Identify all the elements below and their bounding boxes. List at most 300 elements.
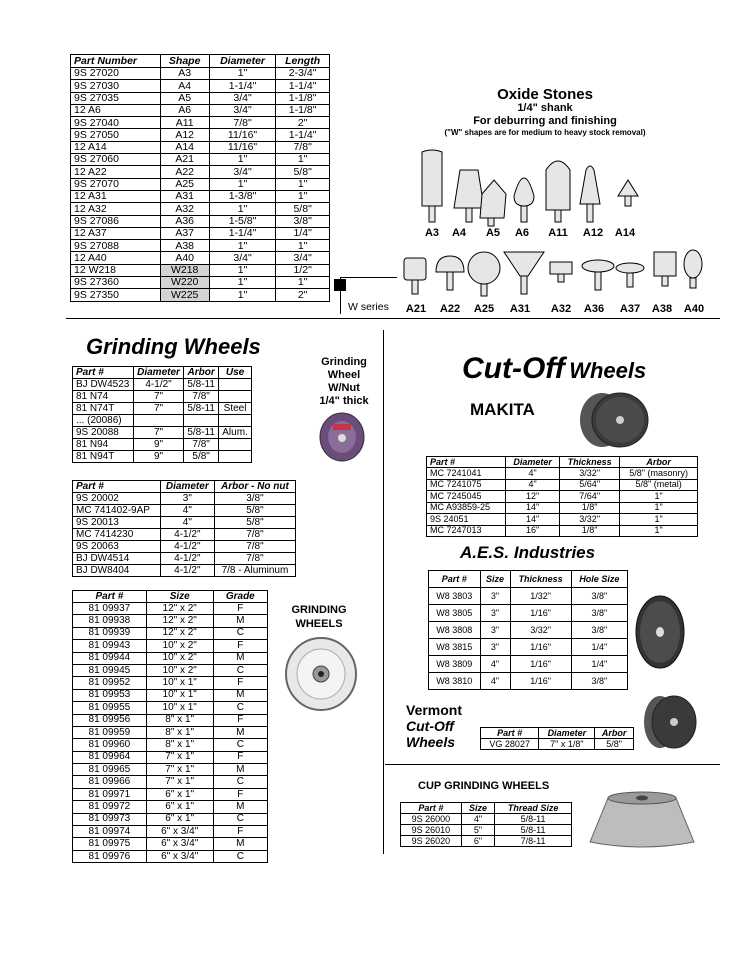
table-row: [73, 640, 268, 652]
table-cell: 9S 20002: [73, 493, 161, 505]
table-cell: 81 N74: [73, 391, 134, 403]
table-cell: 9S 27060: [71, 154, 161, 166]
table-row: [429, 588, 628, 605]
col-header: Part #: [429, 571, 481, 588]
table-cell: 6" x 3/4": [146, 838, 213, 850]
table-cell: 12 W218: [71, 264, 161, 276]
table-cell: F: [213, 640, 267, 652]
table-cell: 6" x 3/4": [146, 826, 213, 838]
table-cell: 81 09965: [73, 764, 147, 776]
table-cell: 1": [209, 277, 275, 289]
table-cell: 12 A32: [71, 203, 161, 215]
table-cell: 81 09960: [73, 739, 147, 751]
stone-a32-icon: [550, 262, 572, 282]
table-cell: 3/8": [276, 215, 330, 227]
shape-label: A22: [439, 303, 461, 315]
makita-cutoff-wheel-image: [578, 392, 650, 450]
table-cell: 12 A22: [71, 166, 161, 178]
table-cell: BJ DW4523: [73, 379, 134, 391]
stone-a37-icon: [616, 263, 644, 287]
table-row: [429, 673, 628, 690]
table-cell: 4-1/2": [160, 529, 214, 541]
makita-label: MAKITA: [470, 400, 535, 419]
table-cell: 81 09938: [73, 615, 147, 627]
shape-label: A3: [424, 227, 440, 239]
stone-a5-icon: [480, 180, 506, 218]
grinding-wheel-nut-label: Grinding Wheel W/Nut 1/4" thick: [319, 356, 369, 407]
table-row: [73, 603, 268, 615]
table-cell: 5/8-11: [495, 814, 572, 825]
col-header: Size: [146, 591, 213, 603]
table-row: [71, 215, 330, 227]
table-cell: [184, 415, 219, 427]
table-row: [73, 627, 268, 639]
shape-label: A31: [509, 303, 531, 315]
table-row: [427, 525, 698, 537]
table-cell: 9": [133, 439, 183, 451]
stone-a3-icon: [422, 150, 442, 222]
table-row: [71, 80, 330, 92]
grinding-wheels-no-nut-table: [72, 480, 296, 577]
table-cell: VG 28027: [481, 739, 539, 750]
table-row: [73, 788, 268, 800]
table-row: [73, 451, 252, 463]
grinding-wheels-size-table: [72, 590, 268, 863]
table-cell: 9S 26010: [401, 825, 462, 836]
table-cell: 7/8 - Aluminum: [214, 565, 295, 577]
table-cell: C: [213, 776, 267, 788]
table-cell: F: [213, 603, 267, 615]
shape-label: A21: [405, 303, 427, 315]
table-cell: 12 A14: [71, 141, 161, 153]
table-cell: 81 09937: [73, 603, 147, 615]
table-cell: W218: [160, 264, 209, 276]
table-cell: 81 09939: [73, 627, 147, 639]
shape-label: A25: [473, 303, 495, 315]
table-cell: 12" x 2": [146, 603, 213, 615]
table-cell: A36: [160, 215, 209, 227]
table-cell: 1/4": [276, 227, 330, 239]
oxide-subtitle-2: For deburring and finishing: [473, 115, 617, 127]
table-cell: 9S 27040: [71, 117, 161, 129]
col-header: Part Number: [71, 55, 161, 68]
stone-a12-icon: [580, 166, 600, 222]
table-cell: W8 3805: [429, 605, 481, 622]
table-cell: 7/64": [560, 491, 620, 503]
col-header: Length: [276, 55, 330, 68]
table-row: [71, 117, 330, 129]
table-cell: 7/8": [214, 541, 295, 553]
table-cell: MC 7414230: [73, 529, 161, 541]
table-cell: 2": [276, 117, 330, 129]
table-row: [429, 639, 628, 656]
table-row: [71, 129, 330, 141]
table-row: [71, 104, 330, 116]
table-row: [73, 689, 268, 701]
table-cell: 7/8": [214, 529, 295, 541]
table-cell: 1/8": [560, 502, 620, 514]
table-cell: A4: [160, 80, 209, 92]
table-cell: 12 A37: [71, 227, 161, 239]
table-cell: 4": [480, 656, 510, 673]
table-row: [427, 468, 698, 480]
table-cell: 1-1/4": [209, 227, 275, 239]
table-cell: 81 09945: [73, 664, 147, 676]
table-row: [73, 751, 268, 763]
table-cell: 3": [480, 622, 510, 639]
table-cell: A11: [160, 117, 209, 129]
table-cell: 1/16": [510, 639, 571, 656]
table-cell: 81 09943: [73, 640, 147, 652]
table-cell: 8" x 1": [146, 739, 213, 751]
table-cell: 81 09971: [73, 788, 147, 800]
stone-a36-icon: [582, 260, 614, 290]
divider-v: [383, 330, 384, 854]
table-cell: MC 7247013: [427, 525, 506, 537]
col-header: Part #: [73, 481, 161, 493]
table-cell: 5": [461, 825, 494, 836]
table-cell: 81 09973: [73, 813, 147, 825]
table-cell: W8 3809: [429, 656, 481, 673]
table-cell: 3/8": [571, 605, 627, 622]
table-cell: MC 7241041: [427, 468, 506, 480]
table-cell: 8" x 1": [146, 726, 213, 738]
table-cell: 3/8": [571, 622, 627, 639]
table-cell: 4-1/2": [160, 565, 214, 577]
table-row: [71, 252, 330, 264]
table-row: [73, 826, 268, 838]
table-cell: 3": [480, 605, 510, 622]
table-cell: A37: [160, 227, 209, 239]
table-cell: 3/32": [560, 514, 620, 526]
col-header: Thickness: [560, 457, 620, 468]
table-row: [73, 776, 268, 788]
table-cell: 81 09974: [73, 826, 147, 838]
table-cell: 4": [480, 673, 510, 690]
table-cell: 1": [209, 68, 275, 80]
divider-h-cup: [385, 764, 720, 765]
table-cell: 4": [506, 468, 560, 480]
table-cell: 9S 27360: [71, 277, 161, 289]
col-header: Arbor: [620, 457, 698, 468]
table-cell: 1-1/4": [276, 129, 330, 141]
table-cell: A25: [160, 178, 209, 190]
table-cell: 9S 27035: [71, 92, 161, 104]
table-cell: 81 09944: [73, 652, 147, 664]
table-cell: M: [213, 838, 267, 850]
table-cell: Steel: [219, 403, 252, 415]
stone-a4-icon: [454, 170, 484, 222]
table-cell: 81 09972: [73, 801, 147, 813]
table-cell: [219, 379, 252, 391]
shape-label: A12: [582, 227, 604, 239]
shape-label: A40: [683, 303, 705, 315]
table-cell: 7" x 1": [146, 764, 213, 776]
table-row: [73, 517, 296, 529]
table-row: [73, 702, 268, 714]
table-row: [481, 739, 634, 750]
table-cell: 1": [276, 190, 330, 202]
table-cell: F: [213, 751, 267, 763]
table-cell: M: [213, 689, 267, 701]
table-cell: 4-1/2": [160, 541, 214, 553]
table-cell: 14": [506, 502, 560, 514]
table-cell: 3/4": [209, 252, 275, 264]
shape-label: A4: [451, 227, 467, 239]
table-cell: 1/16": [510, 673, 571, 690]
table-row: [73, 677, 268, 689]
col-header: Diameter: [539, 728, 595, 739]
cup-grinding-wheel-image: [586, 790, 698, 852]
table-cell: C: [213, 627, 267, 639]
table-row: [73, 813, 268, 825]
table-cell: 5/8": [214, 517, 295, 529]
aes-table: [428, 570, 628, 690]
table-row: [73, 565, 296, 577]
cup-grinding-wheels-title: CUP GRINDING WHEELS: [418, 780, 550, 792]
table-cell: A32: [160, 203, 209, 215]
table-cell: 8" x 1": [146, 714, 213, 726]
table-cell: 81 N74T: [73, 403, 134, 415]
table-row: [71, 190, 330, 202]
col-header: Thickness: [510, 571, 571, 588]
col-header: Hole Size: [571, 571, 627, 588]
table-cell: 1-1/8": [276, 104, 330, 116]
table-cell: 3/4": [276, 252, 330, 264]
table-cell: MC A93859-25: [427, 502, 506, 514]
grinding-wheels-title: Grinding Wheels: [86, 334, 261, 359]
table-cell: 9S 27086: [71, 215, 161, 227]
table-cell: 16": [506, 525, 560, 537]
table-cell: A22: [160, 166, 209, 178]
table-cell: F: [213, 677, 267, 689]
table-cell: 5/8-11: [184, 403, 219, 415]
col-header: Arbor: [595, 728, 634, 739]
shape-label: A38: [651, 303, 673, 315]
col-header: Size: [480, 571, 510, 588]
table-cell: A12: [160, 129, 209, 141]
table-row: [71, 68, 330, 80]
table-row: [71, 240, 330, 252]
table-cell: 9S 20013: [73, 517, 161, 529]
col-header: Arbor - No nut: [214, 481, 295, 493]
table-cell: 11/16": [209, 129, 275, 141]
table-cell: M: [213, 615, 267, 627]
table-cell: 6" x 1": [146, 813, 213, 825]
table-cell: 1": [209, 289, 275, 301]
table-cell: 7": [133, 391, 183, 403]
table-row: [73, 714, 268, 726]
col-header: Part #: [73, 367, 134, 379]
shape-label: A14: [614, 227, 636, 239]
table-header-row: [71, 55, 330, 68]
table-cell: 4": [160, 505, 214, 517]
vermont-cutoff-wheel-image: [640, 694, 698, 750]
table-cell: 81 N94T: [73, 451, 134, 463]
table-cell: 7/8": [184, 439, 219, 451]
table-cell: C: [213, 702, 267, 714]
table-cell: 11/16": [209, 141, 275, 153]
table-cell: 81 09956: [73, 714, 147, 726]
table-row: [73, 493, 296, 505]
table-cell: 14": [506, 514, 560, 526]
table-cell: 7" x 1": [146, 751, 213, 763]
stone-a21-icon: [404, 258, 426, 294]
table-cell: C: [213, 813, 267, 825]
table-cell: 3": [480, 588, 510, 605]
table-cell: A5: [160, 92, 209, 104]
table-cell: 3/8": [571, 588, 627, 605]
shape-label: A36: [583, 303, 605, 315]
table-cell: A40: [160, 252, 209, 264]
table-cell: 10" x 1": [146, 689, 213, 701]
table-cell: W8 3815: [429, 639, 481, 656]
table-row: [401, 825, 572, 836]
table-cell: A3: [160, 68, 209, 80]
stone-a11-icon: [546, 161, 570, 222]
table-cell: 1/8": [560, 525, 620, 537]
table-cell: 1/2": [276, 264, 330, 276]
col-header: Diameter: [209, 55, 275, 68]
oxide-stones-table: [70, 54, 330, 302]
table-cell: F: [213, 714, 267, 726]
table-cell: 5/8": [214, 505, 295, 517]
table-row: [73, 439, 252, 451]
col-header: Size: [461, 803, 494, 814]
table-cell: W220: [160, 277, 209, 289]
table-cell: [219, 439, 252, 451]
table-row: [71, 227, 330, 239]
table-cell: 1-1/4": [209, 80, 275, 92]
table-cell: A21: [160, 154, 209, 166]
cutoff-wheels-title: Cut-Off Wheels: [462, 352, 647, 385]
col-header: Diameter: [506, 457, 560, 468]
table-cell: M: [213, 726, 267, 738]
table-cell: 1": [209, 203, 275, 215]
table-cell: M: [213, 652, 267, 664]
table-cell: MC 741402-9AP: [73, 505, 161, 517]
table-cell: W225: [160, 289, 209, 301]
col-header: Part #: [73, 591, 147, 603]
shape-label: A32: [550, 303, 572, 315]
table-cell: 5/8" (metal): [620, 479, 698, 491]
table-row: [73, 850, 268, 862]
table-row: [427, 502, 698, 514]
table-row: [73, 652, 268, 664]
table-row: [401, 814, 572, 825]
table-cell: 9": [133, 451, 183, 463]
w-series-label: W series: [348, 301, 389, 313]
table-cell: 4": [506, 479, 560, 491]
table-cell: 81 09966: [73, 776, 147, 788]
grinding-wheel-nut-image: [318, 412, 366, 462]
table-row: [429, 622, 628, 639]
table-cell: 1": [209, 154, 275, 166]
stone-a22-icon: [436, 256, 464, 290]
table-cell: 9S 20088: [73, 427, 134, 439]
table-cell: A38: [160, 240, 209, 252]
table-cell: 1": [209, 240, 275, 252]
table-cell: 7/8-11: [495, 836, 572, 847]
table-cell: 7/8": [184, 391, 219, 403]
table-cell: 81 N94: [73, 439, 134, 451]
table-cell: 9S 24051: [427, 514, 506, 526]
table-cell: 5/8-11: [495, 825, 572, 836]
table-cell: 9S 26020: [401, 836, 462, 847]
table-cell: 1": [209, 264, 275, 276]
col-header: Diameter: [160, 481, 214, 493]
oxide-title: Oxide Stones: [497, 86, 593, 103]
table-cell: 4": [461, 814, 494, 825]
table-cell: F: [213, 826, 267, 838]
table-cell: 7/8": [214, 553, 295, 565]
table-cell: 1": [620, 502, 698, 514]
table-cell: 12 A31: [71, 190, 161, 202]
table-row: [73, 379, 252, 391]
table-cell: 81 09964: [73, 751, 147, 763]
table-cell: 5/8": [184, 451, 219, 463]
table-cell: 81 09959: [73, 726, 147, 738]
table-row: [71, 92, 330, 104]
table-cell: M: [213, 764, 267, 776]
col-header: Diameter: [133, 367, 183, 379]
shape-label: A6: [514, 227, 530, 239]
table-cell: 3": [160, 493, 214, 505]
table-row: [73, 739, 268, 751]
table-cell: 10" x 1": [146, 702, 213, 714]
table-cell: 1/4": [571, 639, 627, 656]
col-header: Part #: [427, 457, 506, 468]
table-cell: 3": [480, 639, 510, 656]
table-cell: 5/64": [560, 479, 620, 491]
table-cell: BJ DW8404: [73, 565, 161, 577]
table-row: [427, 491, 698, 503]
table-cell: 2": [276, 289, 330, 301]
table-row: [71, 289, 330, 301]
table-cell: W8 3810: [429, 673, 481, 690]
table-row: [71, 166, 330, 178]
table-cell: 3/32": [510, 622, 571, 639]
table-cell: 1/16": [510, 656, 571, 673]
table-cell: 7/8": [209, 117, 275, 129]
table-cell: 6": [461, 836, 494, 847]
table-row: [73, 505, 296, 517]
table-cell: 12" x 2": [146, 627, 213, 639]
col-header: Part #: [481, 728, 539, 739]
table-row: [73, 403, 252, 415]
table-cell: [219, 451, 252, 463]
table-row: [73, 664, 268, 676]
cup-grinding-table: [400, 802, 572, 847]
table-cell: W8 3803: [429, 588, 481, 605]
table-row: [73, 391, 252, 403]
table-row: [71, 203, 330, 215]
table-cell: 5/8-11: [184, 379, 219, 391]
grinding-wheels-nut-table: [72, 366, 252, 463]
aes-industries-title: A.E.S. Industries: [460, 543, 596, 562]
table-row: [73, 764, 268, 776]
table-row: [73, 427, 252, 439]
table-row: [73, 801, 268, 813]
table-cell: 9S 27088: [71, 240, 161, 252]
aes-cutoff-wheel-image: [634, 594, 686, 670]
table-row: [401, 836, 572, 847]
table-cell: 12": [506, 491, 560, 503]
table-row: [73, 541, 296, 553]
table-cell: Alum.: [219, 427, 252, 439]
vermont-label: Vermont Cut-Off Wheels: [406, 702, 463, 750]
table-cell: 1": [620, 525, 698, 537]
